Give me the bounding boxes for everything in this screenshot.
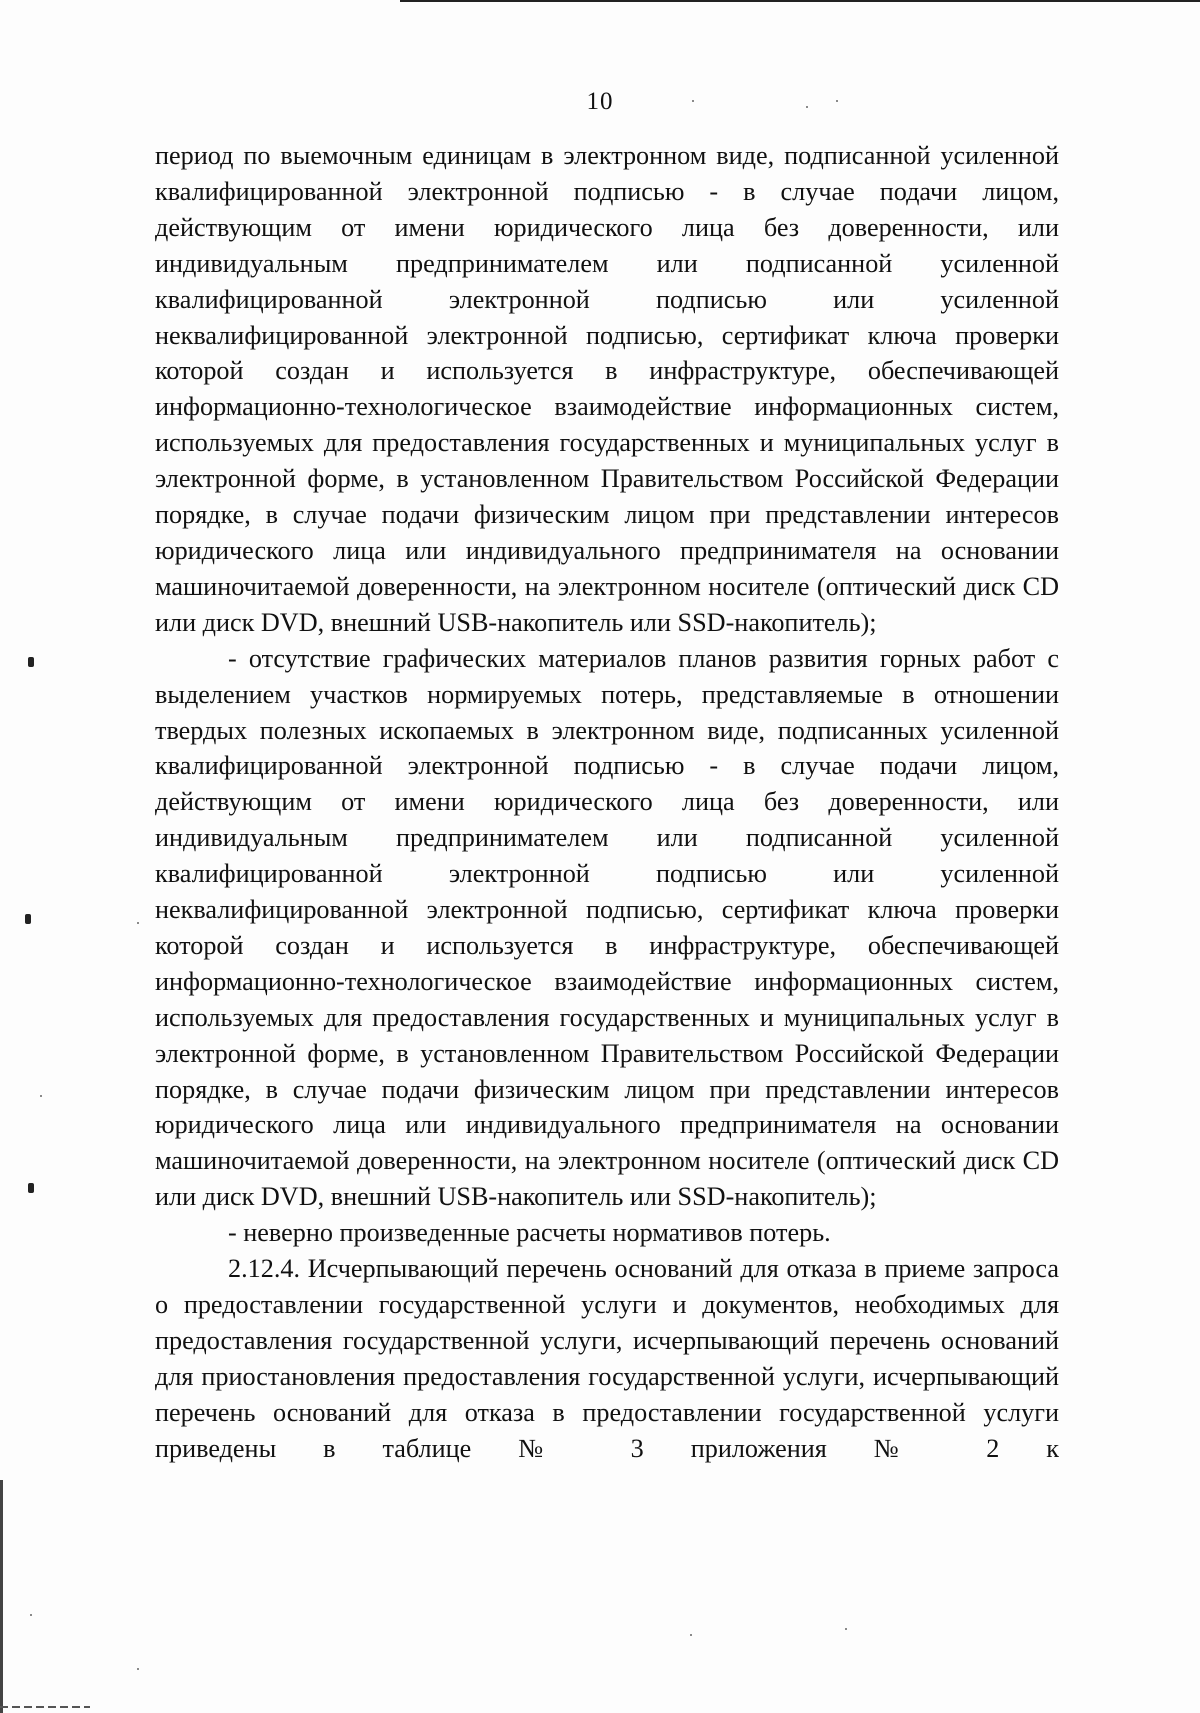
scan-mark (28, 657, 34, 667)
bottom-edge-dashes (0, 1706, 90, 1708)
scan-speck (690, 1634, 692, 1636)
scan-speck (845, 1628, 847, 1630)
paragraph-loss-calculations: - неверно произведенные расчеты нормативов потерь. (228, 1218, 831, 1248)
paragraph-continued: период по выемочным единицам в электронном виде, подписанной усиленной квалифицированной электронной подписью - в случае подачи лицом, действующим от имени юридического лица без доверенности, или индивидуальным предпринимателем или подписанной усиленной квалифицированной электронной подписью или усиленной неквалифицированной электронной подписью, сертификат ключа проверки которой создан и используется в инфраструктуре, обеспечивающей информационно-технологическое взаимодействие информационных систем, используемых для предоставления государственных и муниципальных услуг в электронной форме, в установленном Правительством Российской Федерации порядке, в случае подачи физическим лицом при представлении интересов юридического лица или индивидуального предпринимателя на основании машиночитаемой доверенности, на электронном носителе (оптический диск CD или диск DVD, внешний USB-накопитель или SSD-накопитель); (155, 141, 1059, 637)
paragraph-2-12-4: 2.12.4. Исчерпывающий перечень оснований для отказа в приеме запроса о предоставлении государственной услуги и документов, необходимых для предоставления государственной услуги, исчерпывающий перечень оснований для приостановления предоставления государственной услуги, исчерпывающий перечень оснований для отказа в предоставлении государственной услуги приведены в таблице № 3 приложения № 2 к (155, 1254, 1059, 1463)
scan-mark (25, 914, 31, 924)
scan-speck (40, 1095, 42, 1097)
scan-speck (137, 1668, 139, 1670)
top-border-line (400, 0, 1200, 2)
scan-speck (137, 922, 139, 924)
paragraph-graphic-materials: - отсутствие графических материалов планов развития горных работ с выделением участков нормируемых потерь, представляемые в отношении твердых полезных ископаемых в электронном виде, подписанных усиленной квалифицированной электронной подписью - в случае подачи лицом, действующим от имени юридического лица без доверенности, или индивидуальным предпринимателем или подписанной усиленной квалифицированной электронной подписью или усиленной неквалифицированной электронной подписью, сертификат ключа проверки которой создан и используется в инфраструктуре, обеспечивающей информационно-технологическое взаимодействие информационных систем, используемых для предоставления государственных и муниципальных услуг в электронной форме, в установленном Правительством Российской Федерации порядке, в случае подачи физическим лицом при представлении интересов юридического лица или индивидуального предпринимателя на основании машиночитаемой доверенности, на электронном носителе (оптический диск CD или диск DVD, внешний USB-накопитель или SSD-накопитель); (155, 643, 1059, 1212)
page-number: 10 (586, 88, 614, 115)
document-body (155, 138, 1059, 1467)
left-edge-line (0, 1480, 3, 1713)
scan-speck (30, 1614, 32, 1616)
scan-mark (28, 1183, 34, 1193)
